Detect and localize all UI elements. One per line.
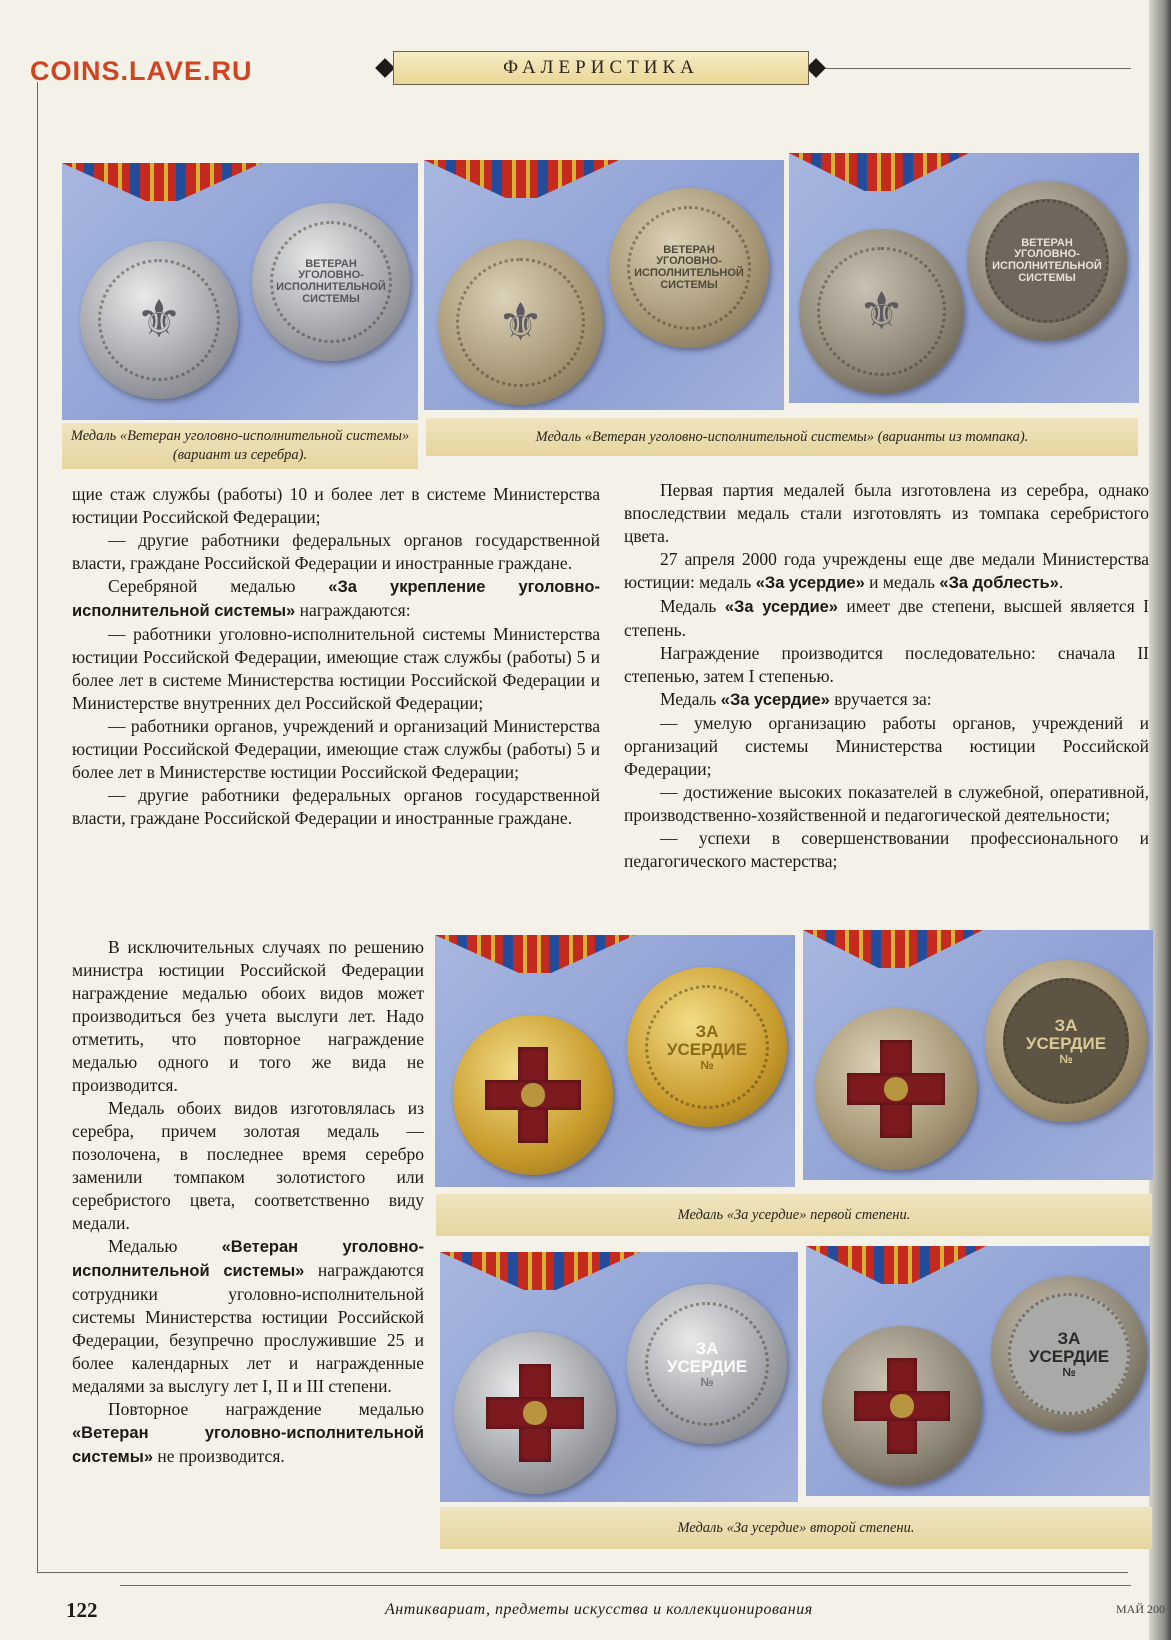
- caption-zeal-first-degree: Медаль «За усердие» первой степени.: [436, 1194, 1152, 1236]
- paragraph: Награждение производится последовательно: сначала II степенью, затем I степенью.: [624, 643, 1149, 686]
- paragraph: — другие работники федеральных органов государственной власти, граждане Российской Федерации и иностранные граждане.: [72, 530, 600, 573]
- medal-text: УСЕРДИЕ: [1025, 1033, 1107, 1053]
- section-title: ФАЛЕРИСТИКА: [393, 51, 809, 85]
- journal-title: Антиквариат, предметы искусства и коллекционирования: [385, 1601, 813, 1618]
- paragraph: Первая партия медалей была изготовлена из серебра, однако впоследствии медаль стали изготовлять из томпака серебристого цвета.: [624, 480, 1149, 546]
- caption-veteran-tompak: Медаль «Ветеран уголовно-исполнительной системы» (варианты из томпака).: [426, 418, 1138, 456]
- ribbon: [803, 930, 983, 968]
- footer-rule: [120, 1585, 1131, 1586]
- paragraph: Медаль «За усердие» вручается за:: [660, 689, 932, 709]
- medal-obverse: [80, 241, 238, 399]
- ribbon: [435, 935, 635, 973]
- paragraph: 27 апреля 2000 года учреждены еще две медали Министерства юстиции: медаль «За усердие» и медаль «За доблесть».: [624, 549, 1149, 592]
- medal-text: ИСПОЛНИТЕЛЬНОЙ: [992, 259, 1102, 272]
- medal-text: УСЕРДИЕ: [666, 1039, 748, 1059]
- medal-text: №: [700, 1374, 714, 1389]
- photo-veteran-tompak-2: [789, 153, 1139, 403]
- medal-text: №: [1059, 1051, 1073, 1066]
- medal-text: ИСПОЛНИТЕЛЬНОЙ: [276, 281, 386, 293]
- medal-reverse: [252, 203, 410, 361]
- medal-text: ВЕТЕРАН: [663, 243, 715, 256]
- medal-obverse: [815, 1008, 977, 1170]
- medal-text: УГОЛОВНО-: [298, 269, 364, 282]
- paragraph: Медаль «За усердие» имеет две степени, высшей является I степень.: [624, 596, 1150, 640]
- header-ornament-right: [806, 58, 826, 78]
- photo-zeal-first-degree-2: [803, 930, 1153, 1180]
- medal-text: №: [700, 1057, 714, 1072]
- left-column-text: [72, 483, 600, 830]
- photo-veteran-tompak-1: [424, 160, 784, 410]
- ribbon: [440, 1252, 640, 1290]
- medal-text: УСЕРДИЕ: [1028, 1346, 1110, 1366]
- paragraph: щие стаж службы (работы) 10 и более лет в системе Министерства юстиции Российской Федерации;: [72, 484, 600, 527]
- paragraph: Медаль обоих видов изготовлялась из серебра, причем золотая медаль — позолочена, в последнее время серебро заменили томпаком золотистого или серебристого цвета, соответственно виду медали.: [72, 1098, 424, 1233]
- medal-obverse: [438, 240, 603, 405]
- issue-date: МАЙ 200: [1116, 1602, 1166, 1616]
- medal-text: ВЕТЕРАН: [1021, 236, 1073, 249]
- medal-text: СИСТЕМЫ: [1018, 271, 1076, 284]
- photo-zeal-first-degree-1: [435, 935, 795, 1187]
- photo-veteran-silver: [62, 163, 418, 420]
- paragraph: Повторное награждение медалью «Ветеран уголовно-исполнительной системы» не производится.: [72, 1399, 424, 1466]
- watermark: COINS.LAVE.RU: [30, 56, 253, 86]
- medal-text: ИСПОЛНИТЕЛЬНОЙ: [634, 266, 744, 279]
- paragraph: В исключительных случаях по решению министра юстиции Российской Федерации награждение медалью обоих видов может производиться без учета выслуги лет. Надо отметить, что повторное награждение медалью одного и того же вида не производится.: [72, 937, 424, 1095]
- eagle-emblem-icon: ⚜: [858, 282, 905, 341]
- medal-text: СИСТЕМЫ: [302, 292, 360, 305]
- ribbon: [424, 160, 619, 198]
- medal-reverse: [609, 188, 769, 348]
- paragraph: Серебряной медалью «За укрепление уголовно-исполнительной системы» награждаются:: [72, 576, 600, 620]
- medal-obverse: [822, 1326, 982, 1486]
- ribbon: [789, 153, 969, 191]
- right-column-text: [624, 479, 1149, 873]
- header-ornament-left: [375, 58, 395, 78]
- paragraph: — достижение высоких показателей в служебной, оперативной, производственно-хозяйственной и педагогической деятельности;: [624, 782, 1149, 825]
- medal-text: УГОЛОВНО-: [1014, 248, 1080, 261]
- paragraph: — работники органов, учреждений и организаций Министерства юстиции Российской Федерации, имеющие стаж службы (работы) 5 и более лет в Министерстве юстиции Российской Федерации;: [72, 716, 600, 782]
- medal-text: ВЕТЕРАН: [305, 257, 357, 270]
- paragraph: Медалью «Ветеран уголовно-исполнительной системы» награждаются сотрудники уголовно-исполнительной системы Министерства юстиции Российской Федерации, безупречно прослужившие 25 и более календарных лет и награжденные медалями за выслугу лет I, II и III степени.: [72, 1236, 424, 1396]
- photo-zeal-second-degree-1: [440, 1252, 798, 1502]
- medal-text: УСЕРДИЕ: [666, 1356, 748, 1376]
- page-number: 122: [66, 1598, 98, 1622]
- eagle-emblem-icon: ⚜: [135, 291, 183, 349]
- cross-emblem-icon: [486, 1364, 583, 1461]
- ribbon: [806, 1246, 986, 1284]
- page-gutter-shadow: [1149, 0, 1171, 1640]
- medal-text: ЗА: [1057, 1328, 1081, 1348]
- medal-text: ЗА: [1054, 1015, 1078, 1035]
- paragraph: — умелую организацию работы органов, учреждений и организаций системы Министерства юстиции Российской Федерации;: [624, 713, 1149, 779]
- paragraph: — работники уголовно-исполнительной системы Министерства юстиции Российской Федерации, имеющие стаж службы (работы) 5 и более лет в системе Министерства юстиции Российской Федерации и Министерстве внутренних дел Российской Федерации;: [72, 624, 600, 713]
- medal-reverse: [991, 1276, 1147, 1432]
- ribbon: [62, 163, 262, 201]
- medal-obverse: [799, 229, 964, 394]
- medal-text: ЗА: [695, 1338, 719, 1358]
- cross-emblem-icon: [485, 1047, 581, 1143]
- medal-text: №: [1062, 1364, 1076, 1379]
- paragraph: — другие работники федеральных органов государственной власти, граждане Российской Федерации и иностранные граждане.: [72, 785, 600, 828]
- medal-reverse: [627, 1284, 787, 1444]
- photo-zeal-second-degree-2: [806, 1246, 1150, 1496]
- left-narrow-column-text: [72, 936, 424, 1469]
- caption-veteran-silver: Медаль «Ветеран уголовно-исполнительной системы» (вариант из серебра).: [62, 423, 418, 469]
- caption-zeal-second-degree: Медаль «За усердие» второй степени.: [440, 1507, 1152, 1549]
- medal-reverse: [627, 967, 787, 1127]
- cross-emblem-icon: [854, 1358, 950, 1454]
- cross-emblem-icon: [847, 1040, 944, 1137]
- medal-obverse: [453, 1015, 613, 1175]
- medal-reverse: [985, 960, 1147, 1122]
- medal-text: УГОЛОВНО-: [656, 255, 722, 268]
- medal-obverse: [454, 1332, 616, 1494]
- eagle-emblem-icon: ⚜: [497, 293, 544, 352]
- medal-text: ЗА: [695, 1021, 719, 1041]
- medal-reverse: [967, 181, 1127, 341]
- medal-text: СИСТЕМЫ: [660, 278, 718, 291]
- paragraph: — успехи в совершенствовании профессионального и педагогического мастерства;: [624, 828, 1149, 871]
